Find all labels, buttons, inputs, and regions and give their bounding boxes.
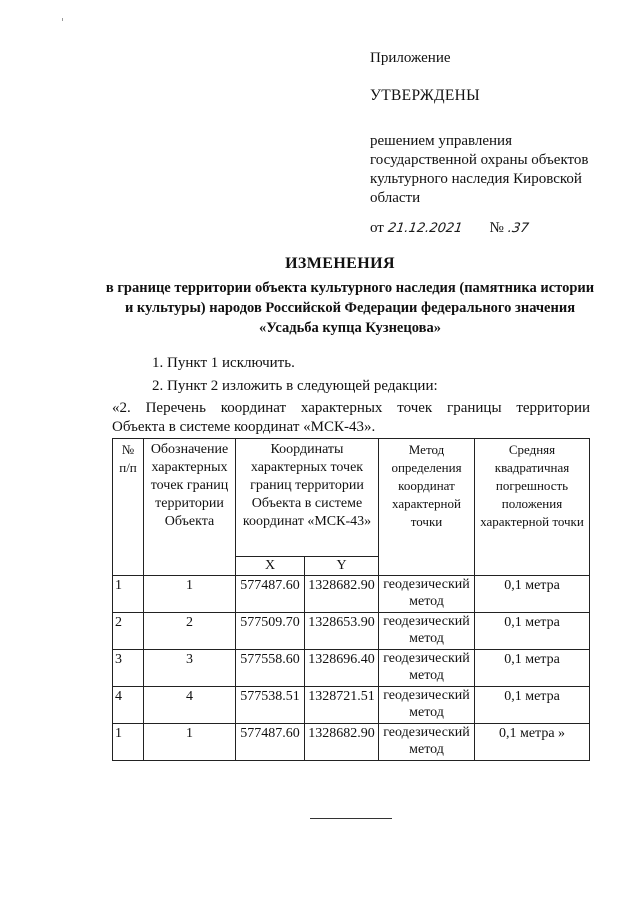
header-designation: Обозначение характерных точек границ территории Объекта bbox=[144, 439, 236, 576]
cell-num: 1 bbox=[113, 724, 144, 761]
handwritten-number: .37 bbox=[506, 221, 530, 236]
cell-method: геодезический метод bbox=[379, 613, 475, 650]
table-row bbox=[113, 613, 590, 650]
cell-num: 2 bbox=[113, 613, 144, 650]
paragraph-2: 2. Пункт 2 изложить в следующей редакции: bbox=[152, 378, 438, 394]
header-error: Средняя квадратичная погрешность положения характерной точки bbox=[475, 439, 590, 576]
table-row bbox=[113, 650, 590, 687]
paragraph-1: 1. Пункт 1 исключить. bbox=[152, 355, 295, 371]
cell-point: 1 bbox=[144, 576, 236, 613]
cell-error: 0,1 метра bbox=[475, 576, 590, 613]
header-x: X bbox=[236, 557, 305, 576]
closing-line bbox=[310, 818, 392, 819]
cell-point: 1 bbox=[144, 724, 236, 761]
coordinates-table bbox=[112, 438, 590, 761]
cell-point: 4 bbox=[144, 687, 236, 724]
cell-error: 0,1 метра bbox=[475, 650, 590, 687]
cell-method: геодезический метод bbox=[379, 576, 475, 613]
header-coordinates: Координаты характерных точек границ территории Объекта в системе координат «МСК-43» bbox=[236, 439, 379, 557]
cell-y: 1328721.51 bbox=[305, 687, 379, 724]
decision-text: решением управления государственной охраны объектов культурного наследия Кировской области bbox=[370, 133, 589, 206]
cell-y: 1328696.40 bbox=[305, 650, 379, 687]
table-body bbox=[113, 576, 590, 761]
header-y: Y bbox=[305, 557, 379, 576]
cell-num: 1 bbox=[113, 576, 144, 613]
paragraph-3-line-2: Объекта в системе координат «МСК-43». bbox=[112, 419, 376, 435]
cell-x: 577538.51 bbox=[236, 687, 305, 724]
cell-point: 2 bbox=[144, 613, 236, 650]
date-prefix: от bbox=[370, 220, 384, 236]
header-num: № п/п bbox=[113, 439, 144, 576]
cell-y: 1328682.90 bbox=[305, 724, 379, 761]
cell-x: 577509.70 bbox=[236, 613, 305, 650]
cell-y: 1328682.90 bbox=[305, 576, 379, 613]
scan-speck bbox=[62, 18, 63, 21]
table-row bbox=[113, 724, 590, 761]
paragraph-3-line-1: «2. Перечень координат характерных точек границы территории bbox=[112, 400, 590, 416]
cell-num: 3 bbox=[113, 650, 144, 687]
header-method: Метод определения координат характерной точки bbox=[379, 439, 475, 576]
table-row bbox=[113, 687, 590, 724]
cell-y: 1328653.90 bbox=[305, 613, 379, 650]
cell-x: 577487.60 bbox=[236, 724, 305, 761]
handwritten-date: 21.12.2021 bbox=[386, 221, 464, 236]
document-title: ИЗМЕНЕНИЯ bbox=[285, 255, 395, 272]
cell-error: 0,1 метра bbox=[475, 687, 590, 724]
cell-num: 4 bbox=[113, 687, 144, 724]
cell-x: 577487.60 bbox=[236, 576, 305, 613]
cell-method: геодезический метод bbox=[379, 687, 475, 724]
number-prefix: № bbox=[489, 220, 504, 236]
document-subtitle: в границе территории объекта культурного наследия (памятника истории и культуры) народов Российской Федерации федерального значения «Усадьба купца Кузнецова» bbox=[105, 280, 595, 336]
cell-error: 0,1 метра » bbox=[475, 724, 590, 761]
cell-method: геодезический метод bbox=[379, 724, 475, 761]
date-number-line bbox=[370, 220, 528, 237]
cell-method: геодезический метод bbox=[379, 650, 475, 687]
approved-label: УТВЕРЖДЕНЫ bbox=[370, 87, 480, 104]
cell-point: 3 bbox=[144, 650, 236, 687]
cell-error: 0,1 метра bbox=[475, 613, 590, 650]
table-row bbox=[113, 576, 590, 613]
cell-x: 577558.60 bbox=[236, 650, 305, 687]
appendix-label: Приложение bbox=[370, 50, 451, 66]
